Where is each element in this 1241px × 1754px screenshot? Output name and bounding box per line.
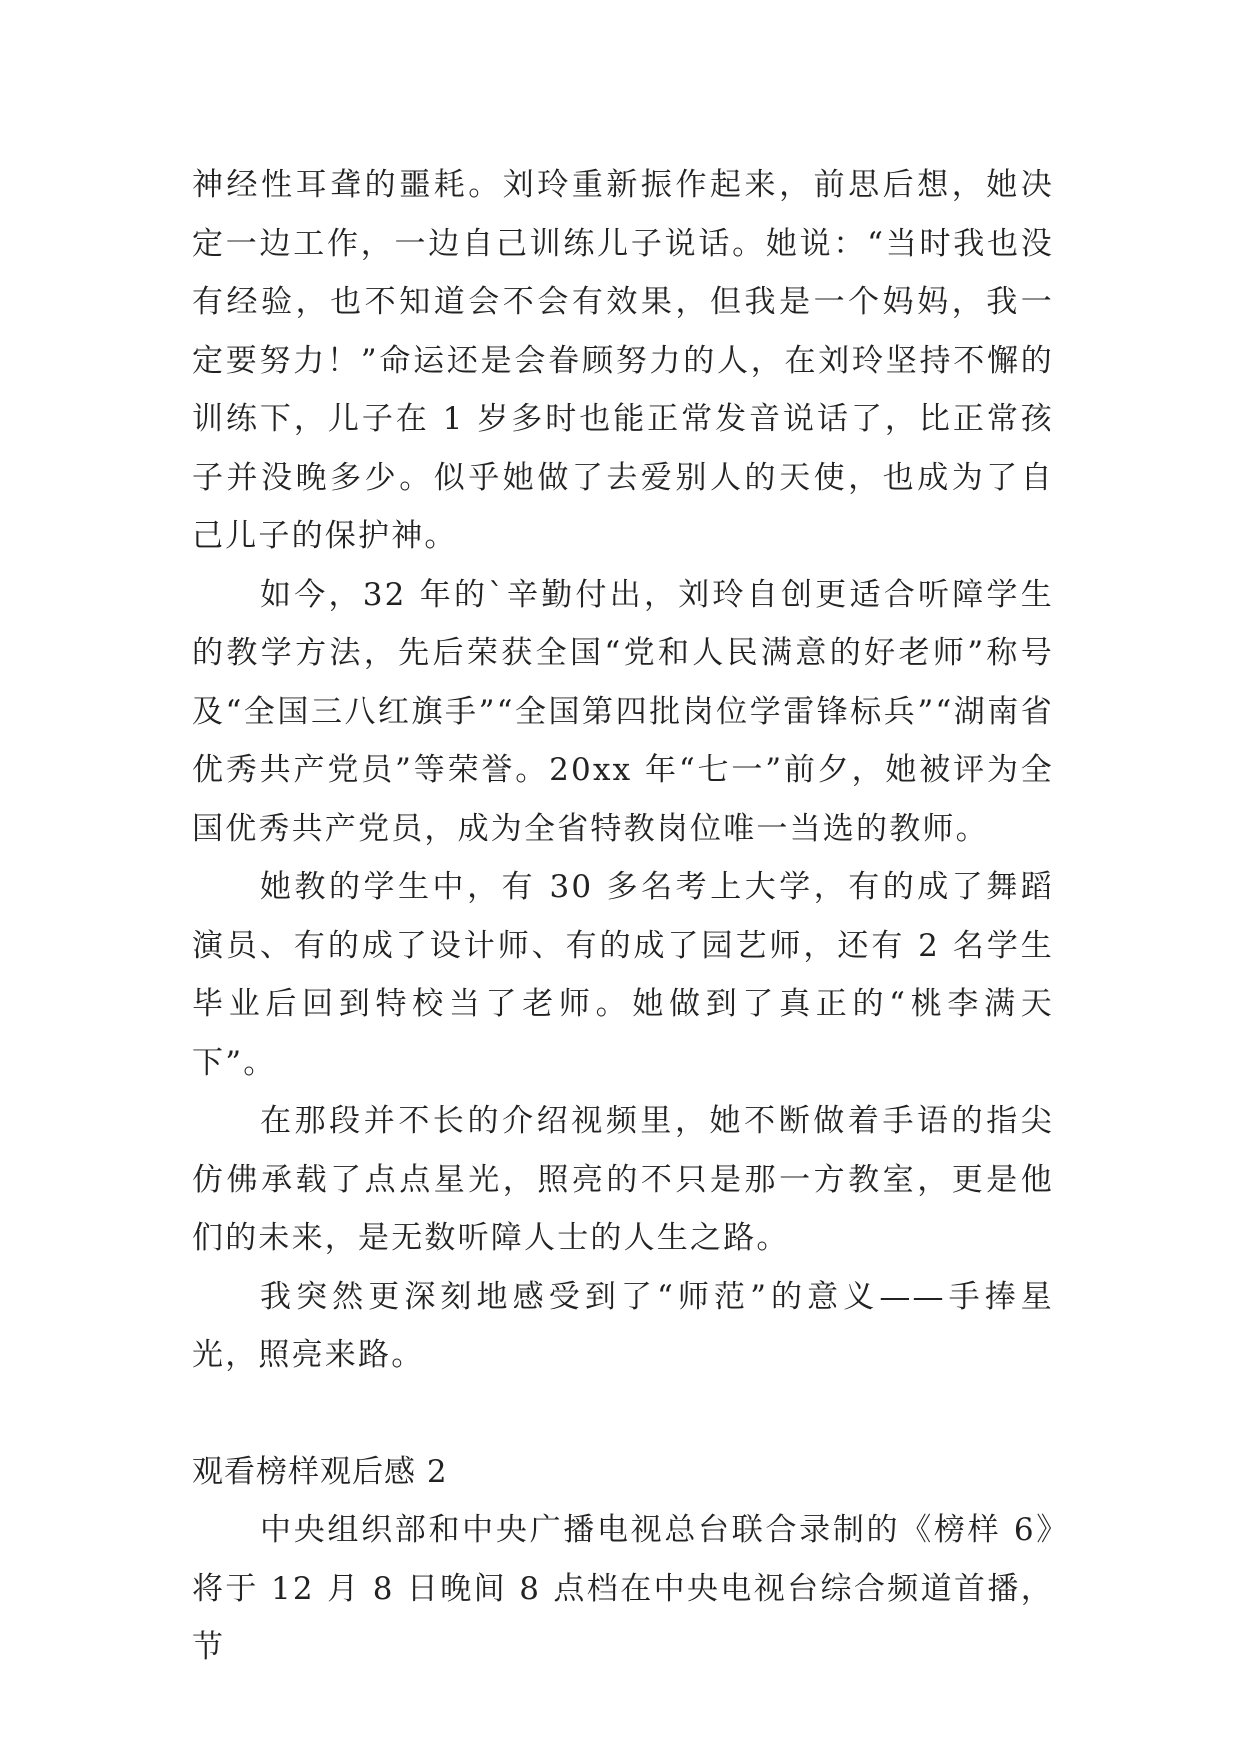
paragraph-continued: 神经性耳聋的噩耗。刘玲重新振作起来，前思后想，她决定一边工作，一边自己训练儿子说话。她说：“当时我也没有经验，也不知道会不会有效果，但我是一个妈妈，我一定要努力！”命运还是会眷顾努力的人，在刘玲坚持不懈的训练下，儿子在 1 岁多时也能正常发音说话了，比正常孩子并没晚多少。似乎她做了去爱别人的天使，也成为了自己儿子的保护神。 xyxy=(192,167,1054,554)
section-heading: 观看榜样观后感 2 xyxy=(192,1453,448,1490)
paragraph-reflection: 我突然更深刻地感受到了“师范”的意义——手捧星光，照亮来路。 xyxy=(192,1278,1054,1373)
paragraph-achievements: 如今，32 年的`辛勤付出，刘玲自创更适合听障学生的教学方法，先后荣获全国“党和人民满意的好老师”称号及“全国三八红旗手”“全国第四批岗位学雷锋标兵”“湖南省优秀共产党员”等荣誉。20xx 年“七一”前夕，她被评为全国优秀共产党员，成为全省特教岗位唯一当选的教师。 xyxy=(192,576,1054,847)
paragraph-video: 在那段并不长的介绍视频里，她不断做着手语的指尖仿佛承载了点点星光，照亮的不只是那一方教室，更是他们的未来，是无数听障人士的人生之路。 xyxy=(192,1103,1054,1256)
paragraph-intro: 中央组织部和中央广播电视总台联合录制的《榜样 6》将于 12 月 8 日晚间 8 点档在中央电视台综合频道首播，节 xyxy=(192,1512,1054,1665)
document-body xyxy=(192,156,1054,1677)
paragraph-students: 她教的学生中，有 30 多名考上大学，有的成了舞蹈演员、有的成了设计师、有的成了园艺师，还有 2 名学生毕业后回到特校当了老师。她做到了真正的“桃李满天下”。 xyxy=(192,869,1054,1081)
